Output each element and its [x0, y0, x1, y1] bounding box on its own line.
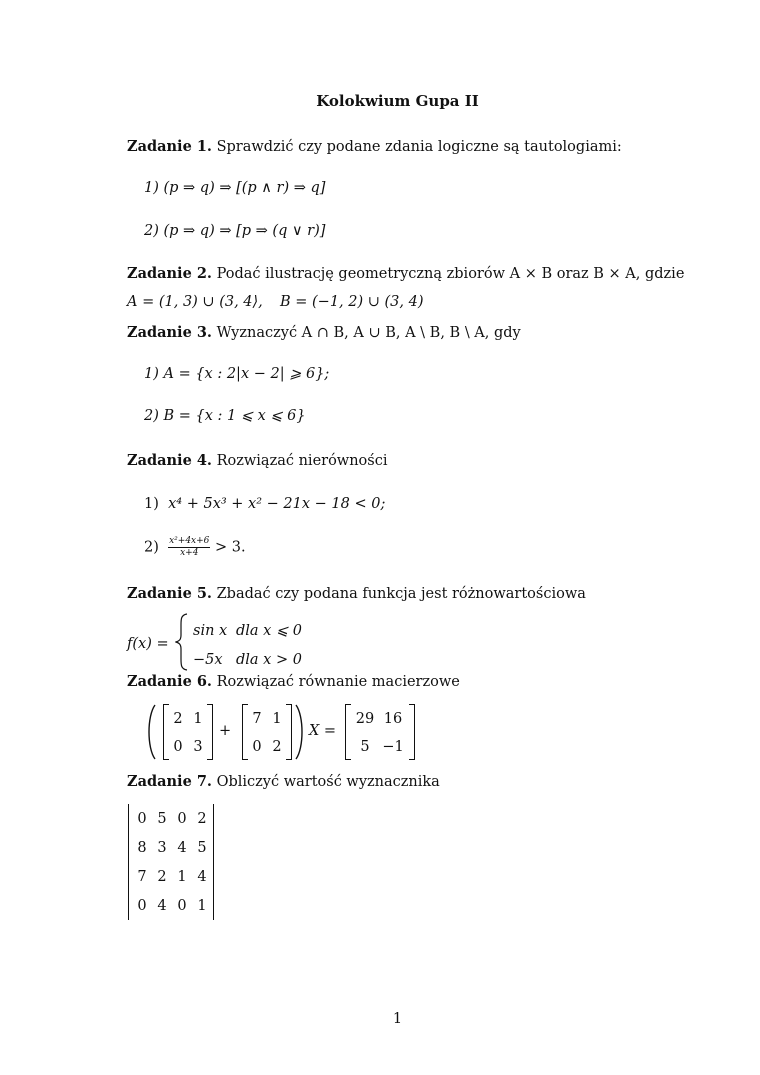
determinant-cell: 0	[177, 811, 187, 827]
task-7-text: Obliczyć wartość wyznacznika	[216, 774, 440, 790]
matrix-2-cell: 1	[272, 711, 282, 727]
left-paren-icon	[145, 704, 157, 760]
determinant-left-bar	[128, 804, 129, 920]
determinant-cell: 1	[197, 898, 207, 914]
determinant-cell: 2	[197, 811, 207, 827]
determinant-cell: 7	[137, 869, 147, 885]
task-6-plus: +	[219, 723, 232, 739]
task-2-set-b: B = (−1, 2) ∪ (3, 4)	[280, 294, 424, 310]
determinant-cell: 0	[177, 898, 187, 914]
determinant-cell: 4	[157, 898, 167, 914]
task-5-heading	[127, 585, 586, 602]
task-3-heading	[127, 324, 521, 341]
task-4-item-1-prefix: 1)	[144, 496, 159, 512]
task-5-case-2-expr: −5x	[193, 652, 223, 668]
determinant-cell: 4	[177, 840, 187, 856]
task-3-item-2: 2) B = {x : 1 ⩽ x ⩽ 6}	[144, 408, 306, 424]
task-1-item-1: 1) (p ⇒ q) ⇒ [(p ∧ r) ⇒ q]	[144, 180, 326, 196]
task-2-set-a: A = (1, 3) ∪ (3, 4⟩,	[127, 294, 263, 310]
task-5-fx: f(x) =	[127, 636, 169, 652]
task-5-case-1-cond: dla x ⩽ 0	[236, 623, 302, 639]
task-1-heading	[127, 138, 622, 155]
task-6-x-equals: X =	[309, 723, 337, 739]
task-5-brace	[175, 613, 189, 671]
task-4-item-1	[144, 496, 385, 512]
determinant-cell: 4	[197, 869, 207, 885]
determinant-cell: 3	[157, 840, 167, 856]
matrix-3-cell: 5	[360, 739, 370, 755]
matrix-3-cell: 16	[383, 711, 403, 727]
matrix-3-cell: −1	[382, 739, 404, 755]
task-6-label: Zadanie 6.	[127, 673, 212, 690]
matrix-1-cell: 0	[173, 739, 183, 755]
determinant-cell: 5	[197, 840, 207, 856]
task-4-fraction	[168, 536, 210, 559]
task-4-item-2-rest: > 3.	[215, 539, 246, 556]
task-4-item-2	[144, 536, 246, 559]
page-title: Kolokwium Gupa II	[316, 92, 479, 110]
task-5-label: Zadanie 5.	[127, 585, 212, 602]
matrix-2-cell: 7	[252, 711, 262, 727]
task-6-heading	[127, 673, 460, 690]
matrix-1-cell: 1	[193, 711, 203, 727]
task-1-text: Sprawdzić czy podane zdania logiczne są tautologiami:	[216, 139, 622, 155]
task-6-matrix-1	[163, 704, 213, 760]
task-2-label: Zadanie 2.	[127, 265, 212, 282]
task-6-left-paren	[145, 704, 157, 760]
task-5-text: Zbadać czy podana funkcja jest różnowartościowa	[216, 586, 586, 602]
determinant-cell: 1	[177, 869, 187, 885]
determinant-cell: 0	[137, 811, 147, 827]
task-3-text: Wyznaczyć A ∩ B, A ∪ B, A \ B, B \ A, gdy	[216, 325, 521, 341]
task-6-matrix-3	[345, 704, 415, 760]
task-1-item-2: 2) (p ⇒ q) ⇒ [p ⇒ (q ∨ r)]	[144, 223, 326, 239]
page-number: 1	[392, 1011, 403, 1027]
task-7-determinant	[128, 804, 214, 920]
task-3-item-1: 1) A = {x : 2|x − 2| ⩾ 6};	[144, 366, 330, 382]
task-6-right-paren	[294, 704, 306, 760]
task-7-heading	[127, 773, 440, 790]
task-6-matrix-2	[242, 704, 292, 760]
task-2-text: Podać ilustrację geometryczną zbiorów A × B oraz B × A, gdzie	[216, 266, 685, 282]
task-7-label: Zadanie 7.	[127, 773, 212, 790]
matrix-1-cell: 3	[193, 739, 203, 755]
task-4-label: Zadanie 4.	[127, 452, 212, 469]
matrix-2-cell: 0	[252, 739, 262, 755]
determinant-cell: 5	[157, 811, 167, 827]
task-3-label: Zadanie 3.	[127, 324, 212, 341]
task-1-label: Zadanie 1.	[127, 138, 212, 155]
matrix-1-cell: 2	[173, 711, 183, 727]
determinant-right-bar	[213, 804, 214, 920]
task-2-heading	[127, 265, 684, 282]
task-4-heading	[127, 452, 388, 469]
task-6-text: Rozwiązać równanie macierzowe	[216, 674, 460, 690]
task-4-item-1-expr: x⁴ + 5x³ + x² − 21x − 18 < 0;	[168, 496, 386, 512]
matrix-3-cell: 29	[355, 711, 375, 727]
task-5-case-2-cond: dla x > 0	[236, 652, 302, 668]
task-4-fraction-numerator: x²+4x+6	[169, 536, 210, 546]
task-4-fraction-denominator: x+4	[180, 548, 199, 558]
task-4-text: Rozwiązać nierówności	[216, 453, 388, 469]
determinant-cell: 8	[137, 840, 147, 856]
determinant-cell: 0	[137, 898, 147, 914]
right-paren-icon	[294, 704, 306, 760]
determinant-cell: 2	[157, 869, 167, 885]
left-brace-icon	[175, 613, 189, 671]
task-4-item-2-prefix: 2)	[144, 539, 159, 556]
task-5-case-1-expr: sin x	[193, 623, 228, 639]
matrix-2-cell: 2	[272, 739, 282, 755]
